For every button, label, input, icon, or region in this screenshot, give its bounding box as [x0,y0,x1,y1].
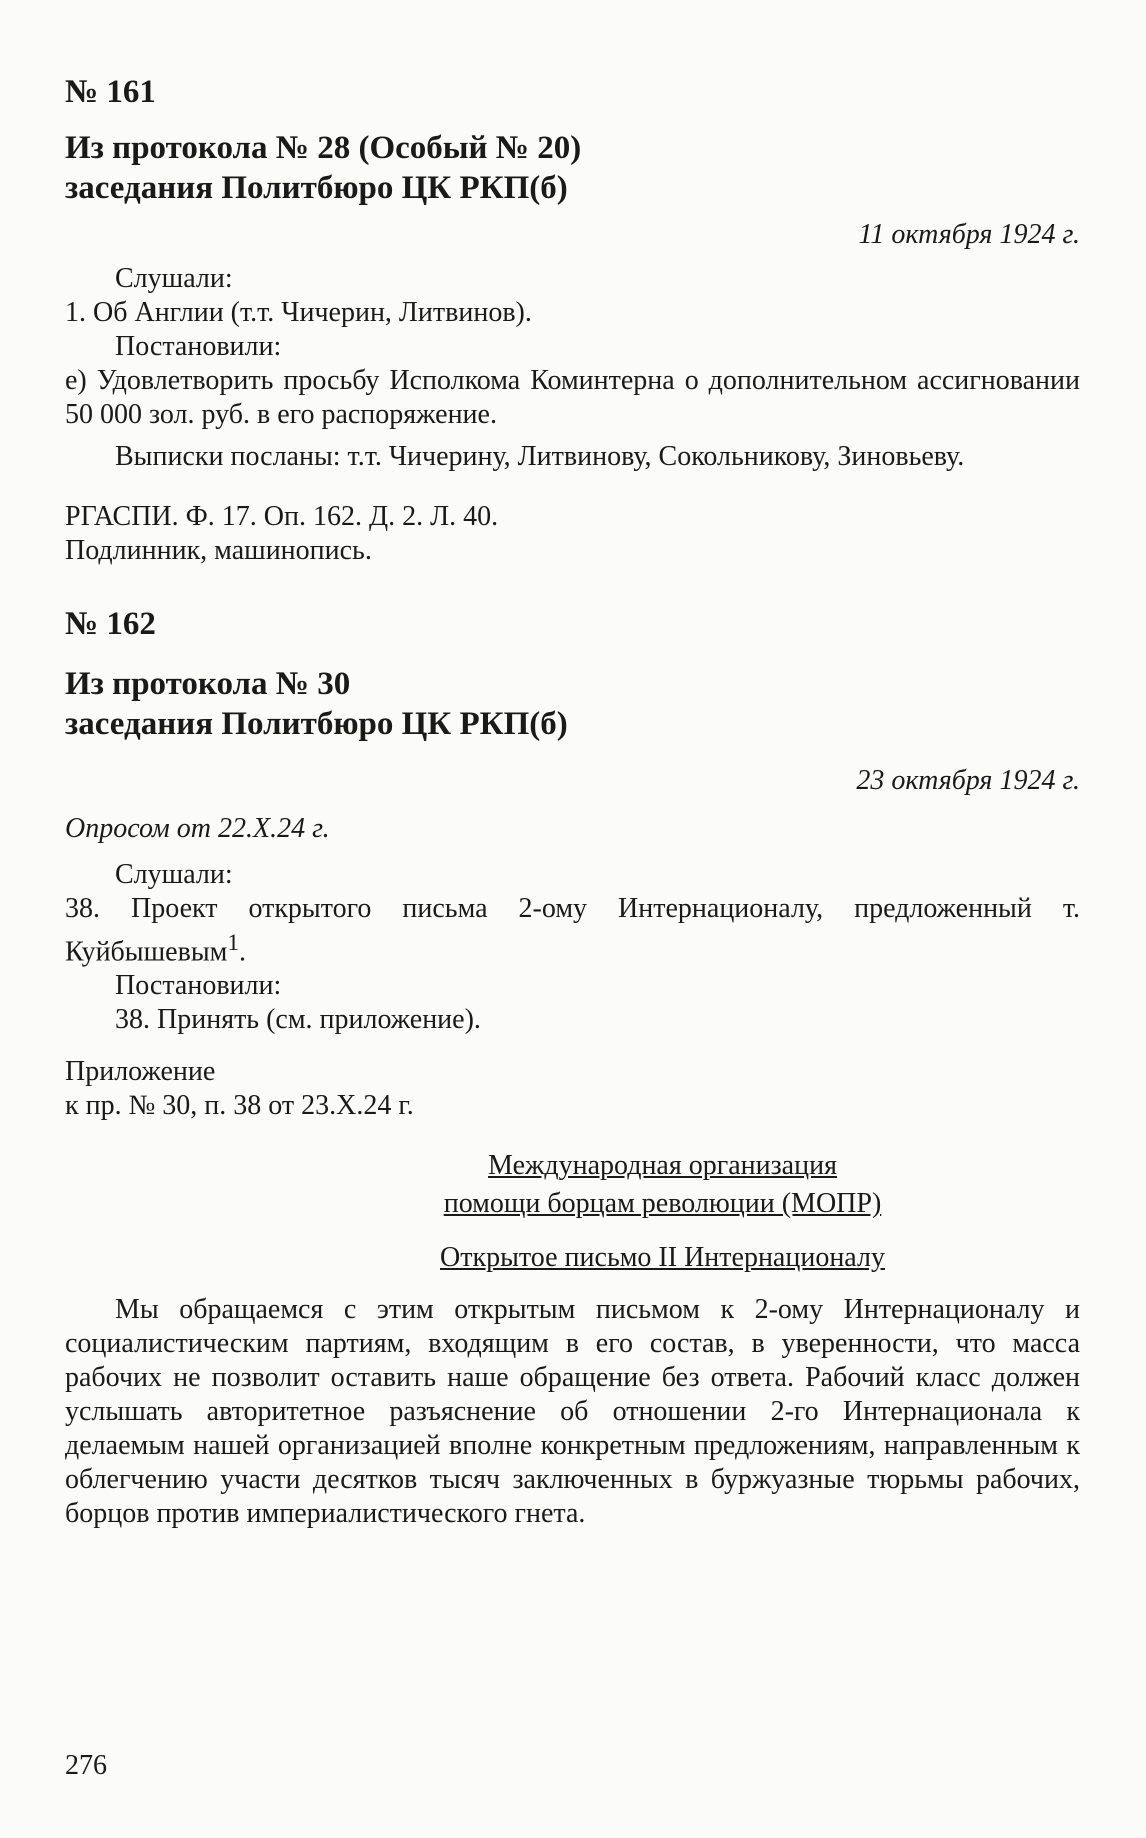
doc-161-archive-note: Подлинник, машинопись. [65,535,372,566]
doc-161-title-line1: Из протокола № 28 (Особый № 20) [65,130,582,166]
doc-162-date: 23 октября 1924 г. [856,765,1080,796]
doc-162-heard-end: . [239,936,247,968]
org-name-line1: Международная организация [488,1150,837,1182]
doc-161-heard-label: Слушали: [115,263,233,294]
doc-162-heard-text: 38. Проект открытого письма 2-ому Интернационалу, предложенный т. Куйбышевым [65,893,1080,968]
letter-body: Мы обращаемся с этим открытым письмом к 2-ому Интернационалу и социалистическим партиям, входящим в его состав, в уверенности, что масса рабочих не позволит оставить наше обращение без ответа. Рабочий класс должен услышать авторитетное разъяснение об отношении 2-го Интернационала к делаемым нашей организацией вполне конкретным предложениям, направленным к облегчению участи десятков тысяч заключенных в буржуазные тюрьмы рабочих, борцов против империалистического гнета. [65,1294,1080,1530]
page-content [65,72,1080,1531]
doc-161-extracts: Выписки посланы: т.т. Чичерину, Литвинову, Сокольникову, Зиновьеву. [115,441,965,472]
doc-162-resolved-text: 38. Принять (см. приложение). [115,1004,481,1036]
footnote-marker: 1 [227,930,240,956]
doc-161-title-line2: заседания Политбюро ЦК РКП(б) [65,170,568,206]
doc-162-number: № 162 [65,606,156,642]
doc-162-poll: Опросом от 22.X.24 г. [65,813,330,844]
doc-161-resolved-text: е) Удовлетворить просьбу Исполкома Коминтерна о дополнительном ассигновании 50 000 зол. руб. в его распоряжение. [65,365,1080,430]
doc-161-date: 11 октября 1924 г. [858,219,1080,250]
doc-161-number: № 161 [65,74,156,110]
doc-161-resolved-label: Постановили: [115,331,282,362]
doc-162-appendix-line1: Приложение [65,1056,216,1088]
doc-162-title-line1: Из протокола № 30 [65,666,351,702]
doc-162-resolved-label: Постановили: [115,970,282,1002]
doc-162-title-line2: заседания Политбюро ЦК РКП(б) [65,706,568,742]
page-number: 276 [65,1750,107,1781]
doc-162-heard-item [65,892,1080,969]
doc-162-heard-label: Слушали: [115,859,233,890]
org-name-line2: помощи борцам революции (МОПР) [443,1188,882,1220]
doc-162-appendix-line2: к пр. № 30, п. 38 от 23.X.24 г. [65,1090,414,1122]
letter-title: Открытое письмо II Интернационалу [440,1242,885,1274]
doc-161-heard-item: 1. Об Англии (т.т. Чичерин, Литвинов). [65,297,532,328]
doc-161-archive-ref: РГАСПИ. Ф. 17. Оп. 162. Д. 2. Л. 40. [65,501,499,532]
